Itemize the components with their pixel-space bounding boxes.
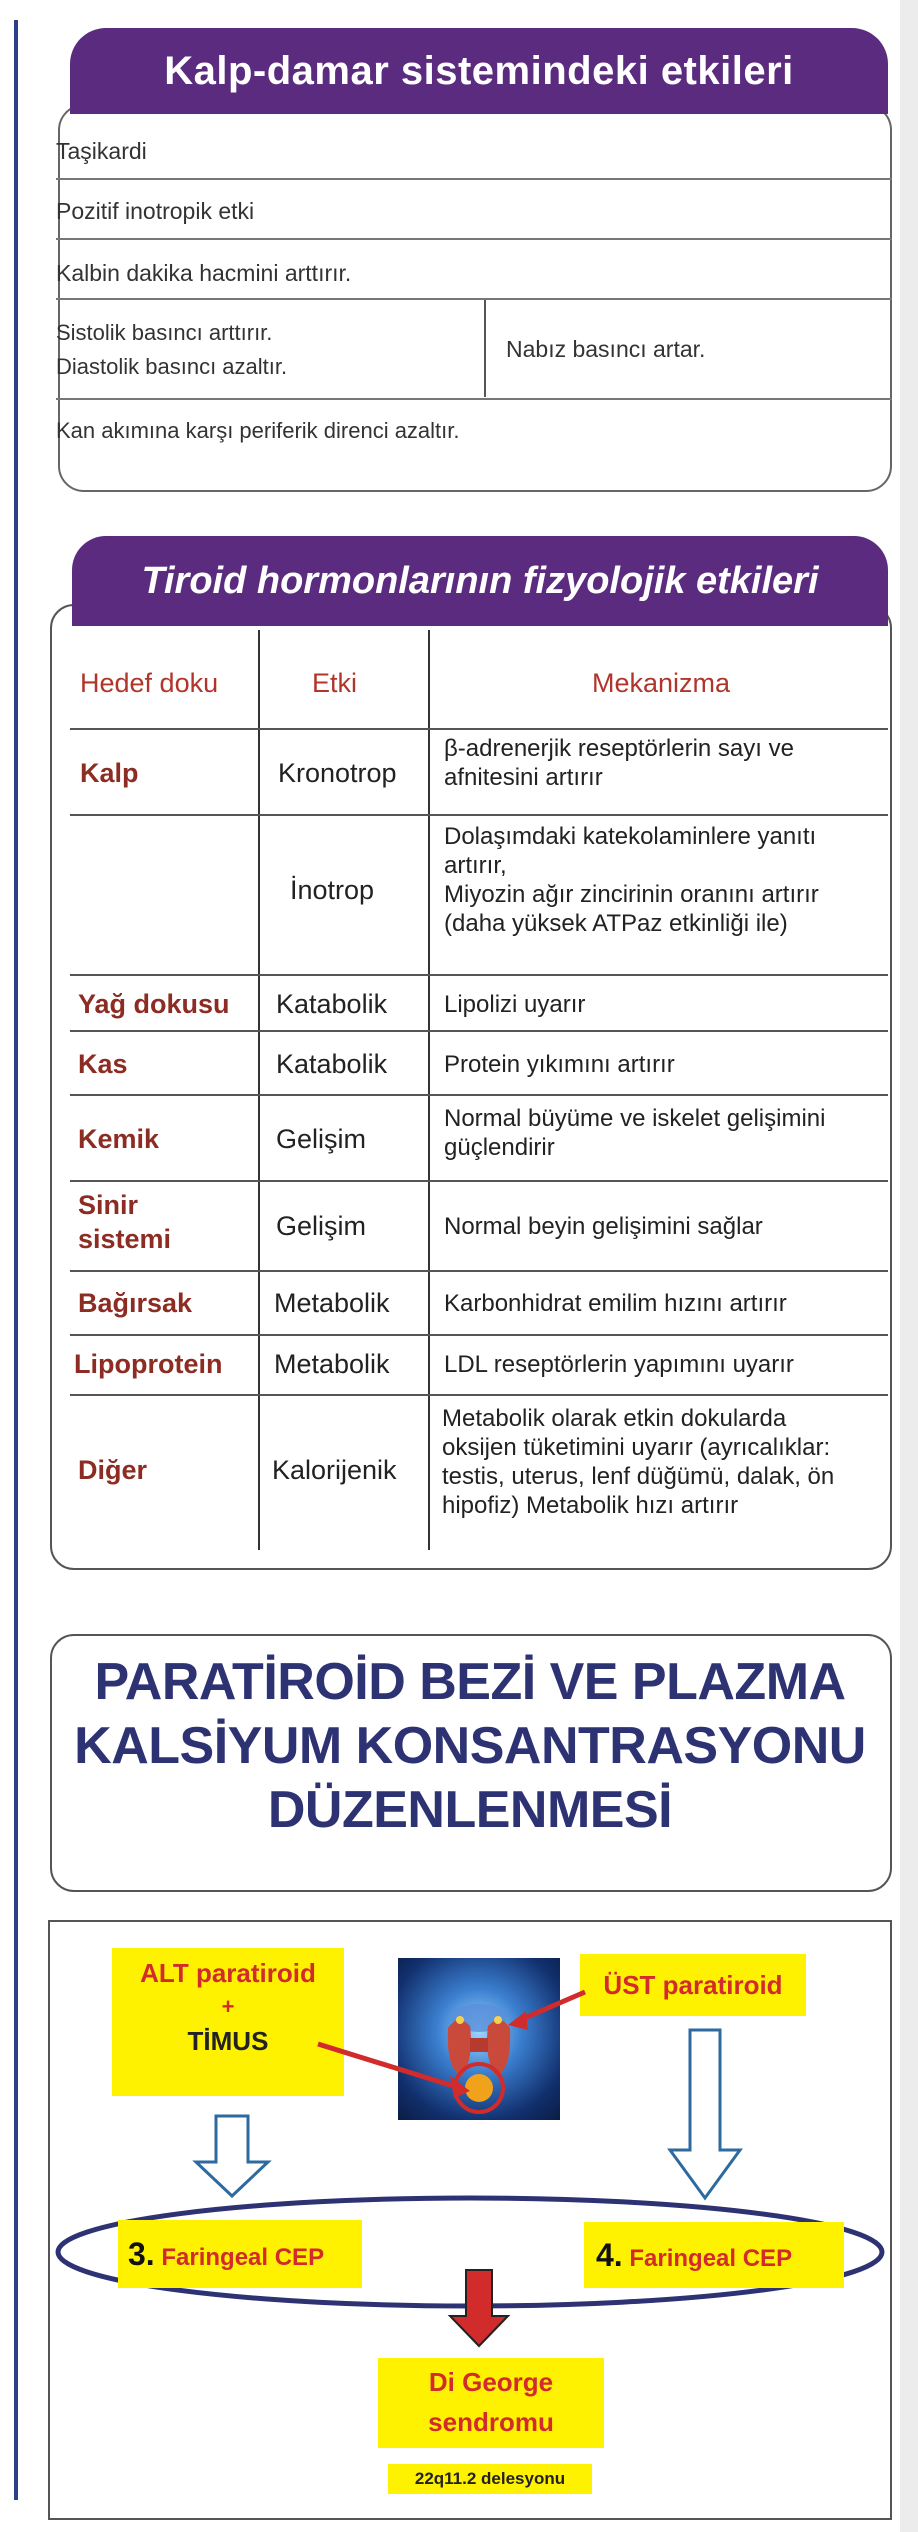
- deletion-label: 22q11.2 delesyonu: [388, 2464, 592, 2494]
- mechanism-line: Karbonhidrat emilim hızını artırır: [444, 1289, 787, 1317]
- cardio-row-5: Kan akımına karşı periferik direnci azaltır.: [56, 418, 460, 443]
- tissue-cell: Diğer: [78, 1454, 148, 1485]
- cardio-title: Kalp-damar sistemindeki etkileri: [70, 28, 888, 114]
- mechanism-line: Normal beyin gelişimini sağlar: [444, 1212, 763, 1240]
- mechanism-line: Protein yıkımını artırır: [444, 1050, 675, 1078]
- mechanism-line: Dolaşımdaki katekolaminlere yanıtı: [444, 823, 817, 850]
- tissue-cell: Bağırsak: [78, 1287, 193, 1318]
- effect-cell: Kronotrop: [278, 757, 397, 788]
- cardio-row-2: Pozitif inotropik etki: [56, 198, 255, 224]
- cardio-row-4b: Diastolik basıncı azaltır.: [56, 354, 288, 379]
- mechanism-line: (daha yüksek ATPaz etkinliği ile): [444, 910, 788, 937]
- effect-cell: Kalorijenik: [272, 1454, 397, 1485]
- tissue-cell: Yağ dokusu: [78, 988, 230, 1019]
- pouch-number: 4.: [596, 2237, 623, 2273]
- fourth-pharyngeal-pouch: [584, 2222, 844, 2288]
- mechanism-line: afnitesini artırır: [444, 764, 603, 791]
- mechanism-line: LDL reseptörlerin yapımını uyarır: [444, 1350, 794, 1378]
- digeorge-line: sendromu: [428, 2407, 554, 2437]
- lower-parathyroid-label: ALT paratiroid: [140, 1958, 316, 1988]
- cardio-row-1: Taşikardi: [56, 138, 147, 164]
- mechanism-line: β-adrenerjik reseptörlerin sayı ve: [444, 735, 794, 762]
- title-line: DÜZENLENMESİ: [267, 1781, 673, 1839]
- pouch-label: Faringeal CEP: [161, 2244, 325, 2271]
- mechanism-line: Normal büyüme ve iskelet gelişimini: [444, 1105, 826, 1132]
- pouch-label: Faringeal CEP: [629, 2245, 793, 2272]
- effect-cell: İnotrop: [290, 874, 375, 905]
- mechanism-line: Metabolik olarak etkin dokularda: [442, 1405, 787, 1432]
- effect-cell: Metabolik: [274, 1287, 390, 1318]
- mechanism-line: hipofiz) Metabolik hızı artırır: [442, 1492, 739, 1519]
- header-effect: Etki: [312, 668, 358, 698]
- digeorge-box: [378, 2358, 604, 2448]
- tissue-cell: Kas: [78, 1048, 128, 1079]
- mechanism-line: güçlendirir: [444, 1134, 555, 1161]
- digeorge-line: Di George: [428, 2367, 554, 2397]
- effect-cell: Gelişim: [276, 1123, 367, 1154]
- cardio-row-pulse: Nabız basıncı artar.: [506, 336, 706, 362]
- thyroid-title: Tiroid hormonlarının fizyolojik etkileri: [72, 536, 888, 626]
- header-mechanism: Mekanizma: [592, 668, 731, 698]
- pouch-number: 3.: [128, 2236, 155, 2272]
- mechanism-line: artırır,: [444, 852, 507, 879]
- upper-parathyroid-box: ÜST paratiroid: [580, 1954, 806, 2016]
- cardio-row-3: Kalbin dakika hacmini arttırır.: [56, 260, 352, 286]
- mechanism-line: Miyozin ağır zincirinin oranını artırır: [444, 881, 819, 908]
- thymus-label: TİMUS: [187, 2026, 269, 2056]
- tissue-line: sistemi: [78, 1224, 172, 1254]
- tissue-cell: Kalp: [80, 757, 139, 788]
- effect-cell: Katabolik: [276, 1048, 388, 1079]
- mechanism-line: testis, uterus, lenf düğümü, dalak, ön: [442, 1463, 835, 1490]
- effect-cell: Gelişim: [276, 1210, 367, 1241]
- mechanism-line: oksijen tüketimini uyarır (ayrıcalıklar:: [442, 1434, 831, 1461]
- mechanism-line: Lipolizi uyarır: [444, 990, 586, 1018]
- tissue-cell: Lipoprotein: [74, 1348, 223, 1379]
- plus-sign: +: [221, 1994, 235, 2019]
- title-line: PARATİROİD BEZİ VE PLAZMA: [94, 1653, 846, 1711]
- tissue-line: Sinir: [78, 1190, 139, 1220]
- effect-cell: Katabolik: [276, 988, 388, 1019]
- effect-cell: Metabolik: [274, 1348, 390, 1379]
- third-pharyngeal-pouch: [118, 2220, 362, 2288]
- title-line: KALSİYUM KONSANTRASYONU: [74, 1717, 866, 1775]
- cardio-row-4a: Sistolik basıncı arttırır.: [56, 320, 273, 345]
- tissue-cell: Kemik: [78, 1123, 160, 1154]
- header-tissue: Hedef doku: [80, 668, 219, 698]
